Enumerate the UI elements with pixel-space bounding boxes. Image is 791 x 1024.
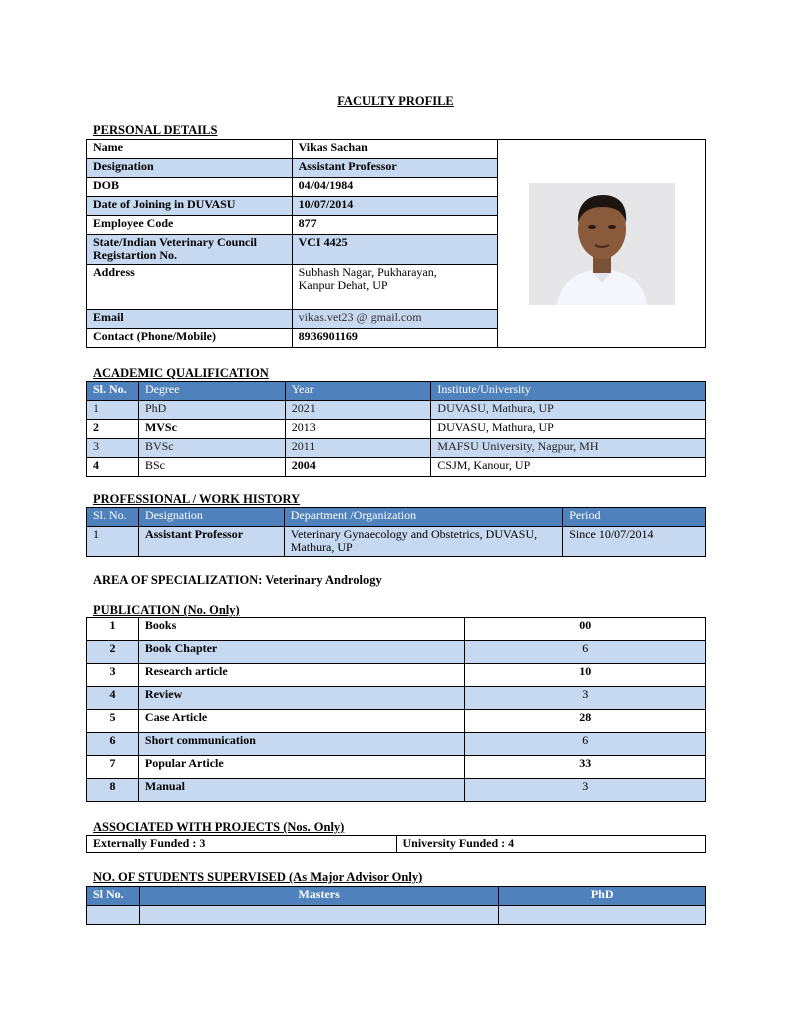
table-row <box>87 836 706 853</box>
cell: 2 <box>87 420 139 439</box>
students-table <box>86 886 706 925</box>
page-title: FACULTY PROFILE <box>337 94 454 108</box>
cell: 3 <box>87 439 139 458</box>
cell: Case Article <box>138 710 465 733</box>
specialization-line: AREA OF SPECIALIZATION: Veterinary Andrology <box>93 573 382 587</box>
academic-heading: ACADEMIC QUALIFICATION <box>93 366 269 380</box>
cell: 4 <box>87 458 139 477</box>
cell: Popular Article <box>138 756 465 779</box>
table-row <box>87 906 706 925</box>
registration-value: VCI 4425 <box>292 235 498 265</box>
table-row <box>87 420 706 439</box>
cell: CSJM, Kanour, UP <box>431 458 706 477</box>
cell: Short communication <box>138 733 465 756</box>
cell: Veterinary Gynaecology and Obstetrics, DUVASU, Mathura, UP <box>284 527 562 557</box>
joining-value: 10/07/2014 <box>292 197 498 216</box>
cell: DUVASU, Mathura, UP <box>431 401 706 420</box>
cell: 3 <box>465 687 706 710</box>
table-row <box>87 439 706 458</box>
personal-details-table <box>86 139 706 348</box>
address-value: Subhash Nagar, Pukharayan, Kanpur Dehat, UP <box>292 265 498 310</box>
table-row <box>87 641 706 664</box>
contact-label: Contact (Phone/Mobile) <box>87 329 293 348</box>
academic-col-institute: Institute/University <box>431 382 706 401</box>
cell: 6 <box>465 641 706 664</box>
cell: Manual <box>138 779 465 802</box>
cell: 7 <box>87 756 139 779</box>
academic-col-degree: Degree <box>138 382 285 401</box>
work-col-department: Department /Organization <box>284 508 562 527</box>
cell: 3 <box>465 779 706 802</box>
cell <box>499 906 706 925</box>
cell: 2 <box>87 641 139 664</box>
work-history-heading: PROFESSIONAL / WORK HISTORY <box>93 492 301 506</box>
work-header-row <box>87 508 706 527</box>
cell: Since 10/07/2014 <box>563 527 706 557</box>
cell: 2004 <box>285 458 431 477</box>
cell: 6 <box>465 733 706 756</box>
profile-photo <box>529 183 675 305</box>
cell: DUVASU, Mathura, UP <box>431 420 706 439</box>
work-col-slno: Sl. No. <box>87 508 139 527</box>
publication-table <box>86 617 706 802</box>
cell <box>139 906 498 925</box>
cell: Books <box>138 618 465 641</box>
email-label: Email <box>87 310 293 329</box>
cell: 00 <box>465 618 706 641</box>
cell: 6 <box>87 733 139 756</box>
cell: Review <box>138 687 465 710</box>
students-col-masters: Masters <box>139 887 498 906</box>
cell: PhD <box>138 401 285 420</box>
cell: BVSc <box>138 439 285 458</box>
work-col-designation: Designation <box>138 508 284 527</box>
table-row <box>87 756 706 779</box>
cell: 3 <box>87 664 139 687</box>
cell: BSc <box>138 458 285 477</box>
students-header-row <box>87 887 706 906</box>
personal-row <box>87 140 706 159</box>
table-row <box>87 401 706 420</box>
photo-cell <box>498 140 706 348</box>
cell: 2013 <box>285 420 431 439</box>
externally-funded: Externally Funded : 3 <box>87 836 397 853</box>
academic-col-slno: Sl. No. <box>87 382 139 401</box>
joining-label: Date of Joining in DUVASU <box>87 197 293 216</box>
designation-value: Assistant Professor <box>292 159 498 178</box>
cell: 28 <box>465 710 706 733</box>
cell: 1 <box>87 401 139 420</box>
employee-code-label: Employee Code <box>87 216 293 235</box>
publication-heading: PUBLICATION (No. Only) <box>93 603 240 617</box>
work-history-table <box>86 507 706 557</box>
table-row <box>87 687 706 710</box>
table-row <box>87 458 706 477</box>
table-row <box>87 710 706 733</box>
work-col-period: Period <box>563 508 706 527</box>
projects-table <box>86 835 706 853</box>
registration-label: State/Indian Veterinary Council Registartion No. <box>87 235 293 265</box>
cell: 1 <box>87 527 139 557</box>
dob-value: 04/04/1984 <box>292 178 498 197</box>
students-col-phd: PhD <box>499 887 706 906</box>
employee-code-value: 877 <box>292 216 498 235</box>
table-row <box>87 664 706 687</box>
table-row <box>87 779 706 802</box>
cell: 8 <box>87 779 139 802</box>
email-value: vikas.vet23 @ gmail.com <box>292 310 498 329</box>
academic-col-year: Year <box>285 382 431 401</box>
cell: 33 <box>465 756 706 779</box>
table-row <box>87 733 706 756</box>
table-row <box>87 618 706 641</box>
academic-table <box>86 381 706 477</box>
cell: 1 <box>87 618 139 641</box>
cell: 10 <box>465 664 706 687</box>
dob-label: DOB <box>87 178 293 197</box>
students-col-slno: Sl No. <box>87 887 140 906</box>
name-label: Name <box>87 140 293 159</box>
cell: 5 <box>87 710 139 733</box>
cell <box>87 906 140 925</box>
name-value: Vikas Sachan <box>292 140 498 159</box>
designation-label: Designation <box>87 159 293 178</box>
cell: 4 <box>87 687 139 710</box>
cell: Book Chapter <box>138 641 465 664</box>
table-row <box>87 527 706 557</box>
cell: Research article <box>138 664 465 687</box>
university-funded: University Funded : 4 <box>396 836 706 853</box>
cell: MAFSU University, Nagpur, MH <box>431 439 706 458</box>
personal-details-heading: PERSONAL DETAILS <box>93 123 218 137</box>
cell: 2011 <box>285 439 431 458</box>
cell: MVSc <box>138 420 285 439</box>
students-heading: NO. OF STUDENTS SUPERVISED (As Major Advisor Only) <box>93 870 423 884</box>
contact-value: 8936901169 <box>292 329 498 348</box>
projects-heading: ASSOCIATED WITH PROJECTS (Nos. Only) <box>93 820 345 834</box>
cell: Assistant Professor <box>138 527 284 557</box>
address-label: Address <box>87 265 293 310</box>
academic-header-row <box>87 382 706 401</box>
cell: 2021 <box>285 401 431 420</box>
